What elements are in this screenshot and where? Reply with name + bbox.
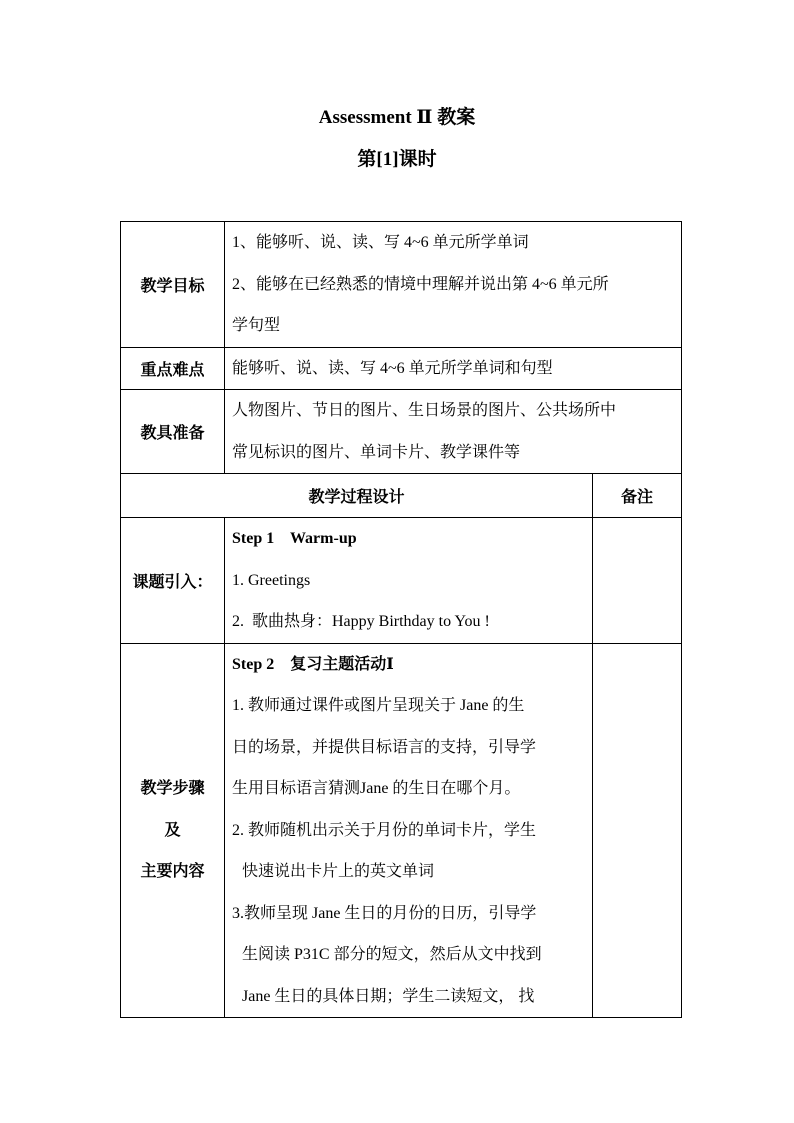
intro-line: 1. Greetings: [232, 571, 311, 589]
steps-line: 1. 教师通过课件或图片呈现关于 Jane 的生: [232, 697, 525, 714]
steps-line: 2. 教师随机出示关于月份的单词卡片，学生: [232, 821, 537, 839]
key-points-content: [225, 347, 682, 390]
materials-content: [225, 390, 682, 474]
materials-line: 人物图片、节日的图片、生日场景的图片、公共场所中: [232, 402, 617, 419]
steps-label: [121, 643, 225, 1018]
intro-line: 2. 歌曲热身：Happy Birthday to You !: [232, 613, 490, 630]
steps-content: [225, 643, 593, 1018]
materials-label: 教具准备: [121, 390, 225, 474]
key-points-label: 重点难点: [121, 347, 225, 390]
key-points-row: [121, 347, 682, 390]
materials-row: [121, 390, 682, 474]
steps-label-line: 教学步骤: [140, 780, 205, 797]
objectives-label: 教学目标: [121, 222, 225, 348]
intro-content: [225, 518, 593, 644]
intro-row: [121, 518, 682, 644]
process-design-header: 教学过程设计: [121, 474, 593, 518]
steps-line: 快速说出卡片上的英文单词: [242, 863, 435, 880]
objectives-row: [121, 222, 682, 348]
steps-row: [121, 643, 682, 1018]
steps-line: 生阅读 P31C 部分的短文，然后从文中找到: [242, 946, 542, 963]
steps-label-line: 主要内容: [140, 863, 205, 880]
lesson-number: 第[1]课时: [357, 149, 437, 170]
objective-line: 1、能够听、说、读、写 4~6 单元所学单词: [232, 234, 529, 251]
steps-line: 日的场景，并提供目标语言的支持，引导学: [232, 738, 537, 756]
lesson-plan-table: [120, 221, 682, 1018]
steps-notes-cell: [593, 643, 682, 1018]
document-title: Assessment Ⅱ 教案: [318, 107, 476, 128]
steps-step-title: Step 2 复习主题活动Ⅰ: [232, 655, 394, 673]
steps-line: 3.教师呈现 Jane 生日的月份的日历，引导学: [232, 904, 537, 922]
key-points-text: 能够听、说、读、写 4~6 单元所学单词和句型: [232, 359, 553, 377]
notes-header: 备注: [593, 474, 682, 518]
materials-line: 常见标识的图片、单词卡片、教学课件等: [232, 443, 521, 461]
objective-line: 2、能够在已经熟悉的情境中理解并说出第 4~6 单元所: [232, 275, 609, 293]
steps-label-line: 及: [164, 821, 181, 839]
process-header-row: [121, 474, 682, 518]
steps-line: 生用目标语言猜测Jane 的生日在哪个月。: [232, 780, 521, 797]
objectives-content: [225, 222, 682, 348]
intro-label: 课题引入：: [121, 518, 225, 644]
steps-line: Jane 生日的具体日期；学生二读短文， 找: [242, 987, 535, 1005]
objective-line: 学句型: [232, 317, 281, 334]
intro-notes-cell: [593, 518, 682, 644]
intro-step-title: Step 1 Warm-up: [232, 530, 357, 547]
